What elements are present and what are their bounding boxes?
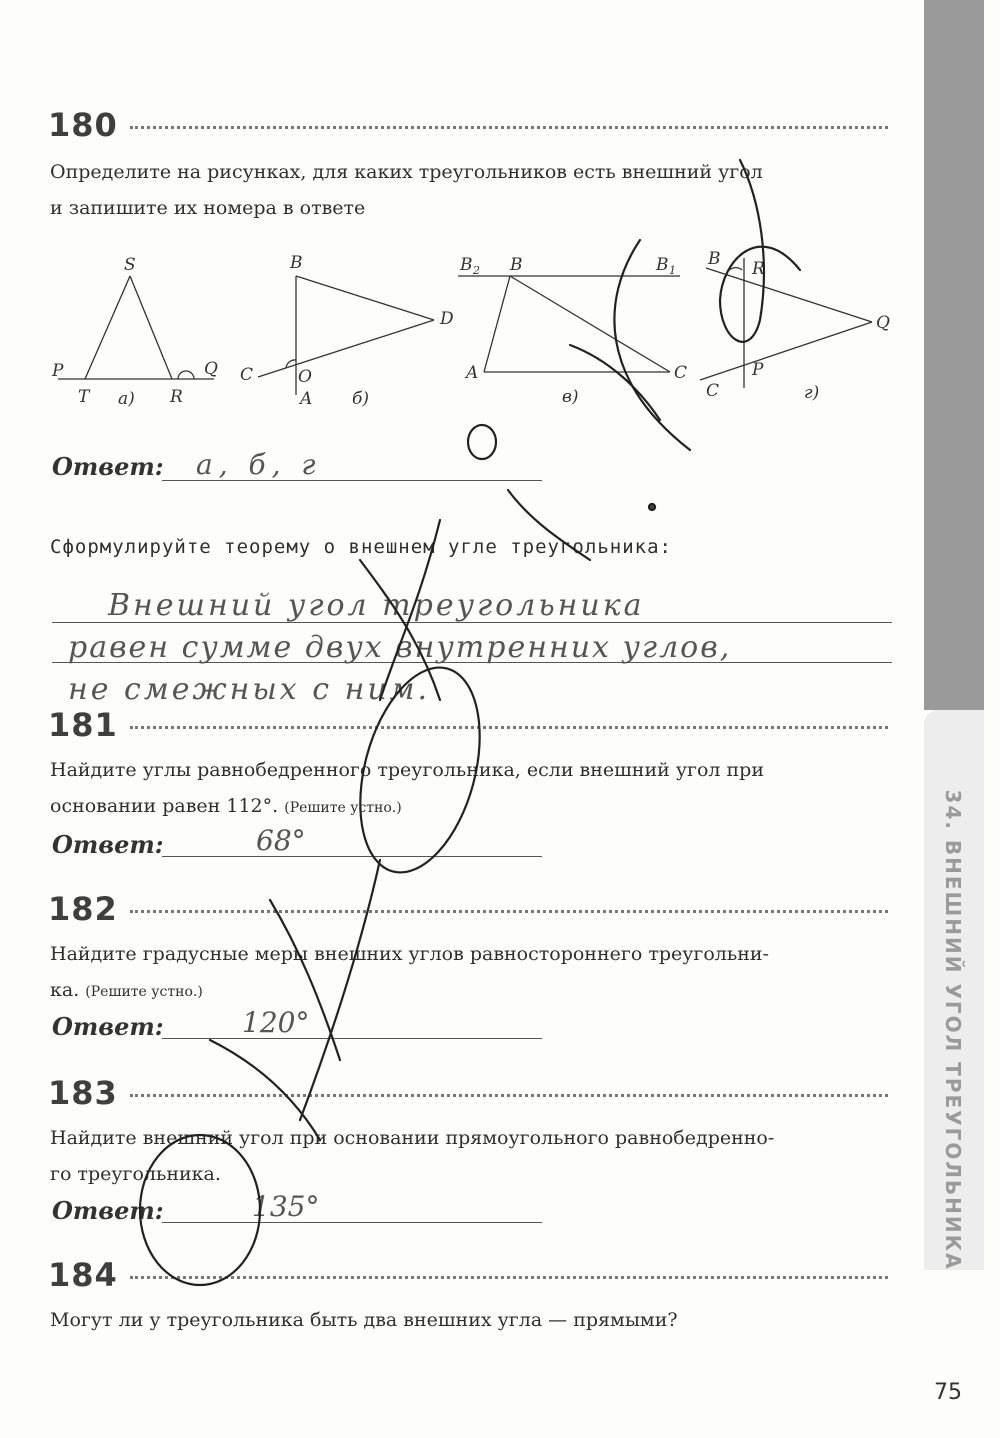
- label: Q: [204, 359, 218, 379]
- label: B: [510, 255, 523, 275]
- dotted-divider: [130, 1276, 888, 1279]
- handwritten-answer-180: а, б, г: [196, 448, 322, 481]
- label: C: [240, 365, 254, 385]
- question-note: (Решите устно.): [85, 984, 203, 1000]
- answer-label: Ответ:: [52, 1196, 164, 1225]
- question-line: Найдите градусные меры внешних углов равностороннего треугольни-: [50, 943, 769, 965]
- label: C: [706, 381, 720, 401]
- figure-a-side: [85, 276, 130, 379]
- answer-line: [162, 856, 542, 857]
- side-tab-dark: [924, 0, 984, 710]
- dotted-divider: [130, 1094, 888, 1097]
- label: R: [752, 259, 765, 279]
- label: D: [440, 309, 454, 329]
- label: T: [78, 387, 90, 407]
- answer-line: [162, 1222, 542, 1223]
- caption-a: а): [118, 389, 135, 409]
- label: A: [466, 363, 479, 383]
- label: B: [290, 253, 303, 273]
- question-text: основании равен 112°.: [50, 795, 279, 817]
- section-title: 34. ВНЕШНИЙ УГОЛ ТРЕУГОЛЬНИКА: [941, 789, 965, 1271]
- question-line: Могут ли у треугольника быть два внешних угла — прямыми?: [50, 1309, 678, 1331]
- label: C: [674, 363, 688, 383]
- label: P: [52, 361, 64, 381]
- figures-180: [0, 240, 920, 420]
- scribble-stroke: [468, 425, 496, 459]
- dotted-divider: [130, 910, 888, 913]
- answer-label: Ответ:: [52, 1012, 164, 1041]
- task-number-183: 183: [48, 1074, 118, 1112]
- figure-g-side: [700, 322, 872, 380]
- handwritten-theorem-line-2: равен сумме двух внутренних углов,: [68, 630, 732, 665]
- answer-label: Ответ:: [52, 830, 164, 859]
- answer-label: Ответ:: [52, 452, 164, 481]
- task-181-question: [50, 752, 900, 826]
- question-line: го треугольника.: [50, 1163, 221, 1185]
- task-180-question: [50, 154, 900, 226]
- task-182-question: [50, 936, 900, 1010]
- figure-a-angle-arc: [178, 371, 194, 379]
- question-line: Найдите углы равнобедренного треугольника, если внешний угол при: [50, 759, 765, 781]
- caption-v: в): [562, 387, 579, 407]
- handwritten-theorem-line-1: Внешний угол треугольника: [108, 588, 645, 623]
- handwritten-answer-182: 120°: [242, 1006, 310, 1039]
- question-line: Определите на рисунках, для каких треугольников есть внешний угол: [50, 161, 763, 183]
- question-line: [50, 972, 900, 1010]
- handwritten-theorem-line-3: не смежных с ним.: [68, 672, 431, 707]
- task-number-182: 182: [48, 890, 118, 928]
- label: Q: [876, 313, 890, 333]
- task-number-180: 180: [48, 106, 118, 144]
- dotted-divider: [130, 726, 888, 729]
- question-line: [50, 788, 900, 826]
- label: B: [460, 255, 473, 275]
- task-number-184: 184: [48, 1256, 118, 1294]
- label-sub: 1: [669, 264, 676, 277]
- label-sub: 2: [473, 264, 480, 277]
- figure-g-side: [706, 268, 872, 322]
- label: O: [298, 367, 312, 387]
- answer-line: [162, 1038, 542, 1039]
- task-number-181: 181: [48, 706, 118, 744]
- figure-g-angle-arc: [726, 268, 742, 275]
- handwritten-answer-181: 68°: [256, 824, 306, 857]
- figure-v-side: [484, 276, 510, 372]
- label: B: [708, 249, 721, 269]
- handwritten-answer-183: 135°: [252, 1190, 320, 1223]
- scribble-dot: [649, 504, 655, 510]
- task-183-question: [50, 1120, 900, 1192]
- figure-b-side: [296, 276, 434, 320]
- theorem-prompt: Сформулируйте теорему о внешнем угле треугольника:: [50, 536, 672, 558]
- figure-v-side: [510, 276, 670, 372]
- question-note: (Решите устно.): [284, 800, 402, 816]
- label: B: [656, 255, 669, 275]
- label: S: [124, 255, 136, 275]
- label: P: [752, 360, 764, 380]
- question-line: и запишите их номера в ответе: [50, 197, 366, 219]
- figure-b-side: [258, 320, 434, 377]
- caption-g: г): [804, 383, 820, 403]
- label: R: [170, 387, 183, 407]
- question-text: ка.: [50, 979, 80, 1001]
- figure-a-side: [130, 276, 172, 379]
- dotted-divider: [130, 126, 888, 129]
- page-number: 75: [934, 1380, 962, 1405]
- task-184-question: [50, 1302, 900, 1338]
- caption-b: б): [352, 389, 370, 409]
- label: A: [300, 389, 313, 409]
- question-line: Найдите внешний угол при основании прямоугольного равнобедренно-: [50, 1127, 775, 1149]
